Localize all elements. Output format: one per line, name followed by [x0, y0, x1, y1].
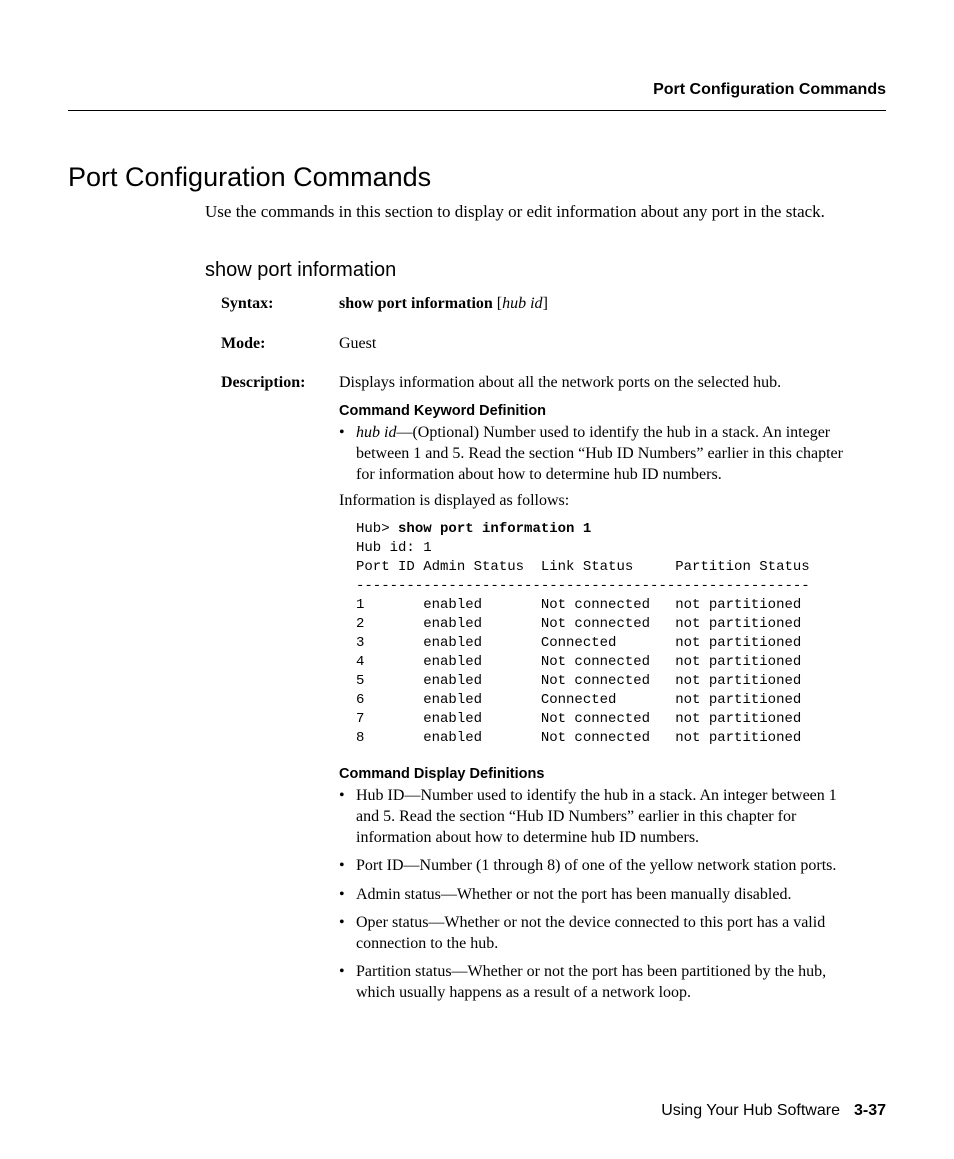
- terminal-command: show port information 1: [398, 521, 592, 537]
- terminal-row: 4 enabled Not connected not partitioned: [356, 654, 802, 670]
- terminal-row: 1 enabled Not connected not partitioned: [356, 597, 802, 613]
- keyword-definition-line: between 1 and 5. Read the section “Hub ID Numbers” earlier in this chapter: [356, 445, 843, 462]
- display-definition-item: [339, 961, 879, 1003]
- terminal-hub-id: Hub id: 1: [356, 540, 432, 556]
- running-header: Port Configuration Commands: [653, 81, 886, 98]
- definition-line: Port ID—Number (1 through 8) of one of the yellow network station ports.: [356, 857, 837, 874]
- terminal-row: 5 enabled Not connected not partitioned: [356, 673, 802, 689]
- keyword-definition-line: —(Optional) Number used to identify the hub in a stack. An integer: [396, 424, 831, 441]
- terminal-separator: ------------------------------------------------------: [356, 578, 810, 594]
- terminal-prompt: Hub>: [356, 521, 399, 537]
- definition-line: which usually happens as a result of a network loop.: [356, 984, 692, 1001]
- footer-page-number: 3-37: [853, 1102, 886, 1119]
- terminal-table-header: Port ID Admin Status Link Status Partition Status: [356, 559, 810, 575]
- syntax-command: show port information: [339, 295, 493, 312]
- bullet-glyph: •: [339, 886, 345, 903]
- definition-line: Hub ID—Number used to identify the hub in a stack. An integer between 1: [356, 787, 837, 804]
- display-definitions-heading: Command Display Definitions: [339, 766, 545, 782]
- display-definition-item: [339, 785, 879, 848]
- bullet-glyph: •: [339, 787, 345, 804]
- syntax-label: Syntax:: [221, 295, 274, 312]
- display-definition-item: [339, 912, 879, 954]
- terminal-row: 8 enabled Not connected not partitioned: [356, 730, 802, 746]
- page-footer: [661, 1102, 886, 1120]
- footer-book-title: Using Your Hub Software: [661, 1102, 840, 1119]
- description-value: Displays information about all the network ports on the selected hub.: [339, 374, 782, 391]
- section-title: Port Configuration Commands: [68, 162, 432, 192]
- bullet-glyph: •: [339, 963, 345, 980]
- terminal-command-line: [356, 520, 591, 539]
- syntax-argument: hub id: [502, 295, 543, 312]
- header-rule: [68, 110, 886, 111]
- description-label: Description:: [221, 374, 306, 391]
- bullet-glyph: •: [339, 914, 345, 931]
- section-intro: Use the commands in this section to display or edit information about any port in the stack.: [205, 202, 825, 221]
- display-definition-item: [339, 884, 879, 905]
- keyword-definition-item: [339, 422, 879, 485]
- syntax-close-bracket: ]: [542, 295, 548, 312]
- definition-line: Partition status—Whether or not the port has been partitioned by the hub,: [356, 963, 827, 980]
- definition-line: and 5. Read the section “Hub ID Numbers” earlier in this chapter for: [356, 808, 797, 825]
- info-intro: Information is displayed as follows:: [339, 492, 570, 509]
- definition-line: connection to the hub.: [356, 935, 499, 952]
- bullet-glyph: •: [339, 424, 345, 441]
- syntax-open-bracket: [: [492, 295, 503, 312]
- keyword-definition-line: for information about how to determine hub ID numbers.: [356, 466, 722, 483]
- terminal-row: 6 enabled Connected not partitioned: [356, 692, 802, 708]
- keyword-term: hub id: [356, 424, 397, 441]
- terminal-row: 3 enabled Connected not partitioned: [356, 635, 802, 651]
- display-definition-item: [339, 855, 879, 876]
- mode-value: Guest: [339, 335, 377, 352]
- definition-line: Oper status—Whether or not the device connected to this port has a valid: [356, 914, 826, 931]
- command-heading: show port information: [205, 259, 397, 281]
- definition-line: Admin status—Whether or not the port has been manually disabled.: [356, 886, 792, 903]
- syntax-value: [339, 295, 548, 313]
- mode-label: Mode:: [221, 335, 266, 352]
- bullet-glyph: •: [339, 857, 345, 874]
- terminal-row: 2 enabled Not connected not partitioned: [356, 616, 802, 632]
- keyword-definition-heading: Command Keyword Definition: [339, 403, 547, 419]
- terminal-row: 7 enabled Not connected not partitioned: [356, 711, 802, 727]
- definition-line: information about how to determine hub ID numbers.: [356, 829, 700, 846]
